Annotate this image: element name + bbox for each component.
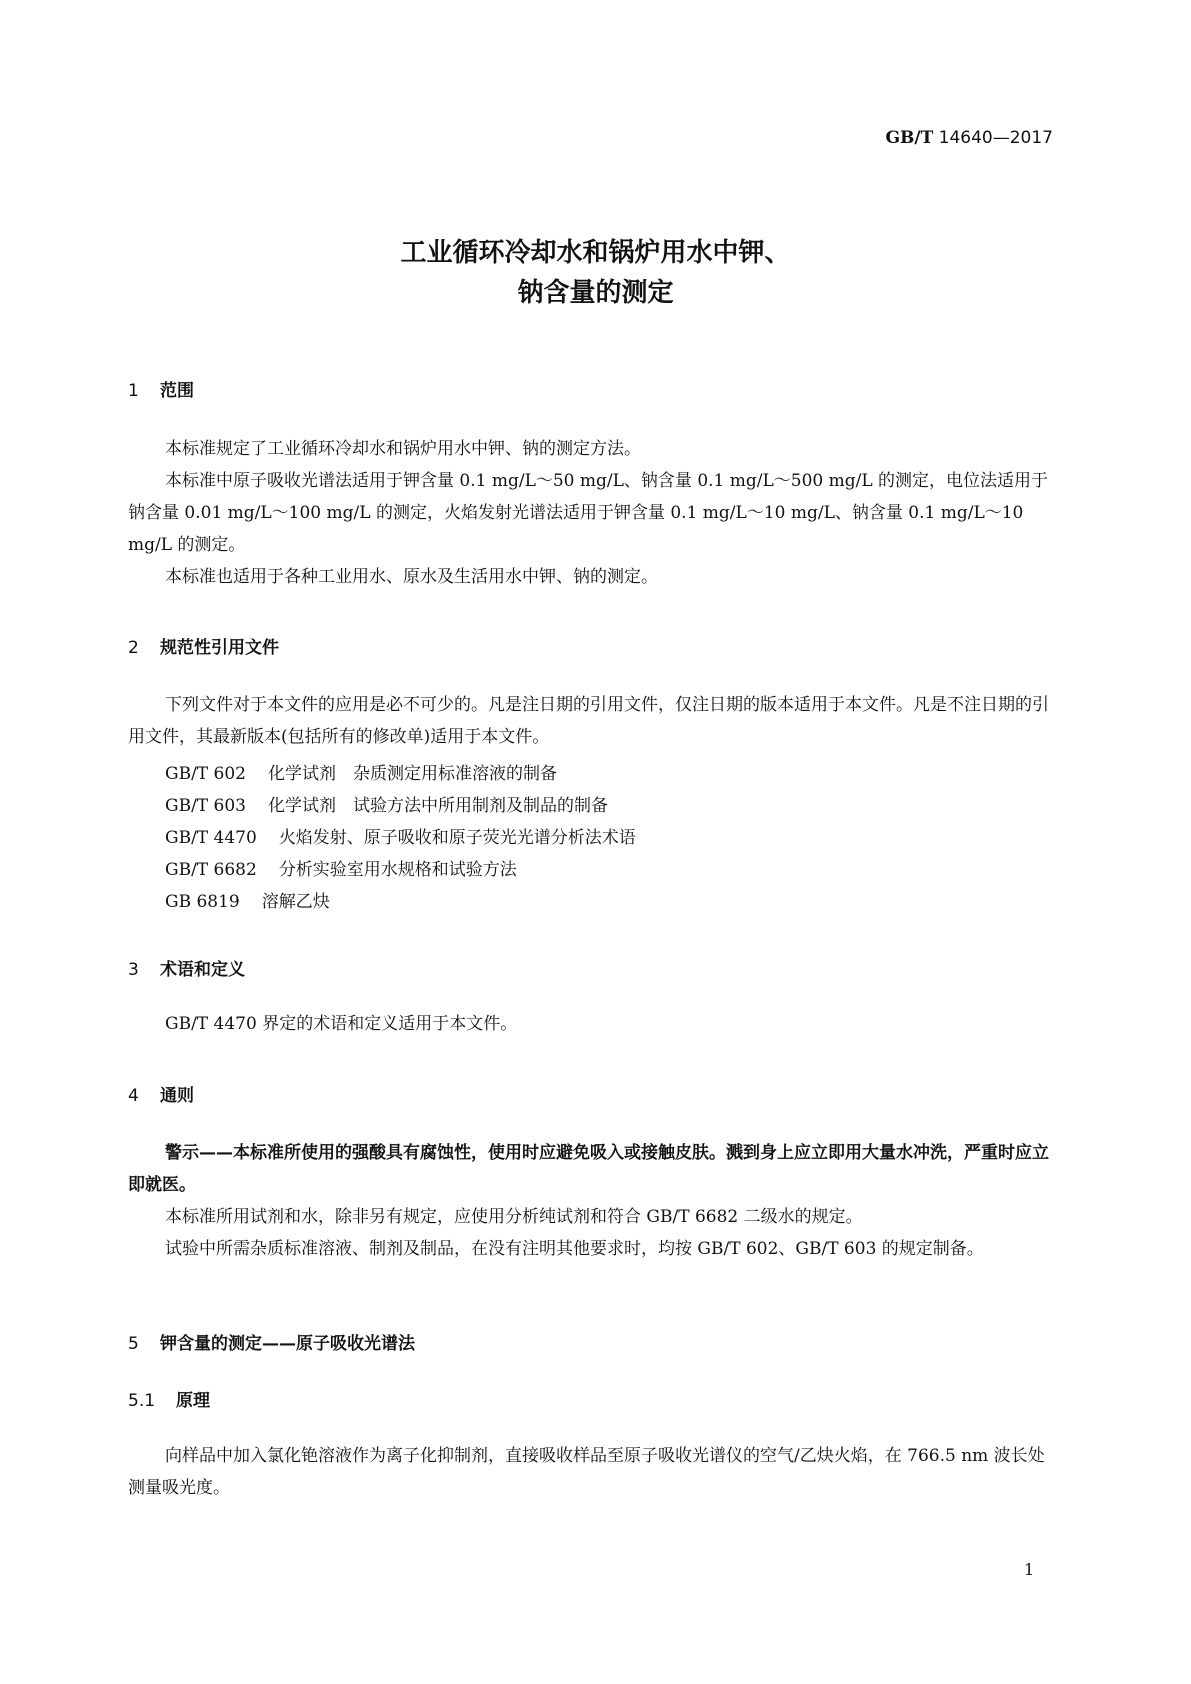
section-2-paragraph-1: 下列文件对于本文件的应用是必不可少的。凡是注日期的引用文件，仅注日期的版本适用于本文件。凡是不注日期的引用文件，其最新版本(包括所有的修改单)适用于本文件。 (128, 695, 1049, 747)
reference-item: GB 6819 溶解乙炔 (165, 892, 330, 912)
section-1-paragraph-2: 本标准中原子吸收光谱法适用于钾含量 0.1 mg/L～50 mg/L、钠含量 0.1 mg/L～500 mg/L 的测定，电位法适用于钠含量 0.01 mg/L～100 mg/L 的测定，火焰发射光谱法适用于钾含量 0.1 mg/L～10 mg/L、钠含量 0.1 mg/L～10 mg/L 的测定。 (128, 471, 1049, 555)
section-4-paragraph-1: 本标准所用试剂和水，除非另有规定，应使用分析纯试剂和符合 GB/T 6682 二级水的规定。 (165, 1207, 863, 1227)
section-2-heading: 2 规范性引用文件 (128, 638, 279, 658)
document-title-line1: 工业循环冷却水和锅炉用水中钾、 (400, 238, 791, 268)
standard-code: GB/T 14640—2017 (885, 128, 1053, 148)
section-5-heading: 5 钾含量的测定——原子吸收光谱法 (128, 1334, 415, 1354)
section-3-paragraph-1: GB/T 4470 界定的术语和定义适用于本文件。 (165, 1014, 518, 1034)
reference-item: GB/T 602 化学试剂 杂质测定用标准溶液的制备 (165, 764, 557, 784)
document-title-line2: 钠含量的测定 (517, 278, 674, 308)
section-1-heading: 1 范围 (128, 381, 194, 401)
subsection-5-1-paragraph-1: 向样品中加入氯化铯溶液作为离子化抑制剂，直接吸收样品至原子吸收光谱仪的空气/乙炔火焰，在 766.5 nm 波长处测量吸光度。 (128, 1446, 1045, 1498)
reference-item: GB/T 603 化学试剂 试验方法中所用制剂及制品的制备 (165, 796, 608, 816)
section-1-paragraph-3: 本标准也适用于各种工业用水、原水及生活用水中钾、钠的测定。 (165, 567, 658, 587)
section-3-heading: 3 术语和定义 (128, 960, 245, 980)
section-1-paragraph-1: 本标准规定了工业循环冷却水和锅炉用水中钾、钠的测定方法。 (165, 439, 641, 459)
subsection-5-1-heading: 5.1 原理 (128, 1391, 210, 1411)
reference-item: GB/T 4470 火焰发射、原子吸收和原子荧光光谱分析法术语 (165, 828, 636, 848)
safety-warning: 警示——本标准所使用的强酸具有腐蚀性，使用时应避免吸入或接触皮肤。溅到身上应立即用大量水冲洗，严重时应立即就医。 (128, 1143, 1049, 1195)
section-4-paragraph-2: 试验中所需杂质标准溶液、制剂及制品，在没有注明其他要求时，均按 GB/T 602、GB/T 603 的规定制备。 (165, 1239, 984, 1259)
reference-item: GB/T 6682 分析实验室用水规格和试验方法 (165, 860, 517, 880)
page-number: 1 (1024, 1560, 1035, 1579)
section-4-heading: 4 通则 (128, 1086, 194, 1106)
